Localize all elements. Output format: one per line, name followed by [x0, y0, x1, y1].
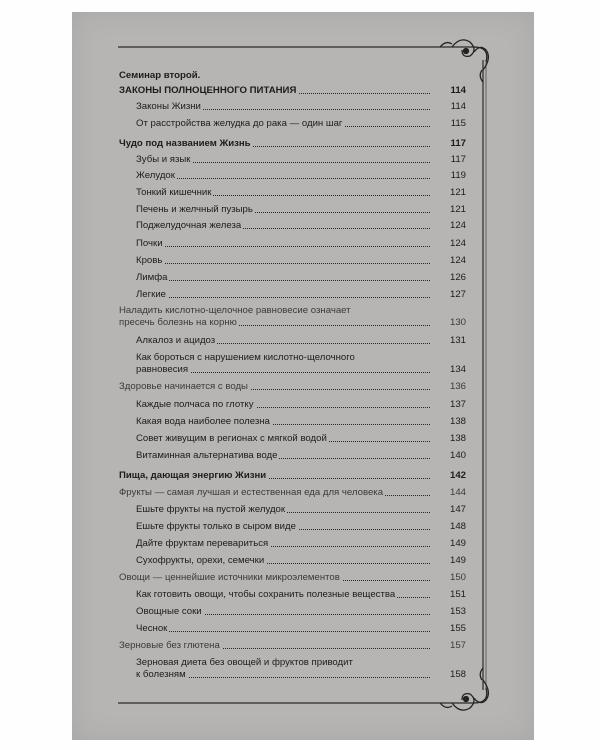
- toc-entry-title: Витаминная альтернатива воде: [136, 450, 278, 461]
- toc-entry-title: Ешьте фрукты на пустой желудок: [136, 504, 286, 515]
- toc-page-number: 138: [430, 416, 466, 427]
- toc-entry-title: Фрукты — самая лучшая и естественная еда для человека: [119, 487, 384, 498]
- toc-entry-title-continued: к болезням: [136, 669, 186, 680]
- toc-entry-title: Лимфа: [136, 272, 168, 283]
- toc-page-number: 134: [430, 364, 466, 375]
- toc-page-number: 149: [430, 555, 466, 566]
- toc-page-number: 124: [430, 238, 466, 249]
- toc-page-number: 117: [430, 154, 466, 165]
- toc-page-number: 121: [430, 187, 466, 198]
- toc-leader-dots: [136, 297, 432, 298]
- seminar-label: Семинар второй.: [119, 70, 201, 81]
- toc-entry-title: Каждые полчаса по глотку: [136, 399, 254, 410]
- toc-entry-title: Почки: [136, 238, 163, 249]
- toc-page-number: 124: [430, 220, 466, 231]
- toc-entry-title: Здоровье начинается с воды: [119, 381, 248, 392]
- toc-entry-title: Чеснок: [136, 623, 168, 634]
- toc-entry-title: Овощи — ценнейшие источники микроэлементов: [119, 572, 340, 583]
- toc-entry-title: Чудо под названием Жизнь: [119, 138, 251, 149]
- toc-entry-title: Печень и желчный пузырь: [136, 204, 253, 215]
- toc-entry-title: Законы Жизни: [136, 101, 201, 112]
- toc-page-number: 138: [430, 433, 466, 444]
- toc-page-number: 127: [430, 289, 466, 300]
- toc-page-number: 158: [430, 669, 466, 680]
- toc-page-number: 114: [430, 101, 466, 112]
- toc-entry-title: Как готовить овощи, чтобы сохранить полезные вещества: [136, 589, 396, 600]
- toc-page-number: 137: [430, 399, 466, 410]
- toc-leader-dots: [136, 263, 432, 264]
- toc-entry-title: Зерновая диета без овощей и фруктов приводит: [136, 657, 353, 668]
- toc-entry-title-continued: пресечь болезнь на корню: [119, 317, 237, 328]
- toc-page-number: 114: [430, 85, 466, 96]
- toc-entry-title: Алкалоз и ацидоз: [136, 335, 216, 346]
- toc-entry-title: Сухофрукты, орехи, семечки: [136, 555, 265, 566]
- toc-page-number: 131: [430, 335, 466, 346]
- toc-entry-title: Как бороться с нарушением кислотно-щелочного: [136, 352, 355, 363]
- toc-page-number: 151: [430, 589, 466, 600]
- toc-page-number: 130: [430, 317, 466, 328]
- toc-entry-title: Совет живущим в регионах с мягкой водой: [136, 433, 327, 444]
- toc-page-number: 157: [430, 640, 466, 651]
- toc-page-number: 115: [430, 118, 466, 129]
- toc-page-number: 149: [430, 538, 466, 549]
- toc-entry-title: Поджелудочная железа: [136, 220, 242, 231]
- toc-entry-title: Овощные соки: [136, 606, 202, 617]
- toc-entry-title: От расстройства желудка до рака — один шаг: [136, 118, 343, 129]
- toc-leader-dots: [136, 631, 432, 632]
- toc-page-number: 136: [430, 381, 466, 392]
- toc-page-number: 119: [430, 170, 466, 181]
- toc-page-number: 155: [430, 623, 466, 634]
- toc-page-number: 150: [430, 572, 466, 583]
- toc-entry-title: Желудок: [136, 170, 175, 181]
- toc-entry-title: Пища, дающая энергию Жизни: [119, 470, 267, 481]
- toc-entry-title: Кровь: [136, 255, 163, 266]
- toc-page-number: 153: [430, 606, 466, 617]
- toc-entry-title: ЗАКОНЫ ПОЛНОЦЕННОГО ПИТАНИЯ: [119, 85, 297, 96]
- toc-entry-title: Какая вода наиболее полезна: [136, 416, 270, 427]
- toc-page-number: 124: [430, 255, 466, 266]
- toc-entry-title: Ешьте фрукты только в сыром виде: [136, 521, 296, 532]
- toc-leader-dots: [136, 178, 432, 179]
- toc-page-number: 148: [430, 521, 466, 532]
- toc-page-number: 140: [430, 450, 466, 461]
- toc-leader-dots: [136, 246, 432, 247]
- toc-entry-title: Легкие: [136, 289, 167, 300]
- toc-entry-title: Зубы и язык: [136, 154, 191, 165]
- toc-entry-title: Зерновые без глютена: [119, 640, 220, 651]
- toc-entry-title-continued: равновесия: [136, 364, 189, 375]
- toc-page-number: 144: [430, 487, 466, 498]
- toc-entry-title: Наладить кислотно-щелочное равновесие означает: [119, 305, 351, 316]
- toc-leader-dots: [136, 280, 432, 281]
- toc-page-number: 142: [430, 470, 466, 481]
- toc-page-number: 117: [430, 138, 466, 149]
- toc-page-number: 121: [430, 204, 466, 215]
- toc-entry-title: Дайте фруктам перевариться: [136, 538, 269, 549]
- toc-entry-title: Тонкий кишечник: [136, 187, 212, 198]
- toc-page-number: 126: [430, 272, 466, 283]
- toc-page-number: 147: [430, 504, 466, 515]
